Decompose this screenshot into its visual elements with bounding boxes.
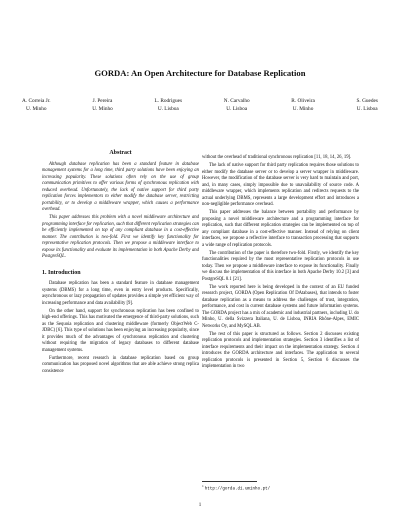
intro-paragraph: On the other hand, support for synchronous replication has been confined to high-end offerings. This has motivated the emergence of third-party solutions, such as the Sequoia replication and clustering middleware (formerly ObjectWeb C-JDBC) [6]. This type of solutions has been enjoying an increasing popularity, since it provides much of the advantages of synchronous replication and clustering without requiring the migration of legacy databases to different database management systems. [42, 308, 199, 353]
abstract [42, 150, 199, 261]
author-name: J. Pereira [92, 98, 113, 104]
author [22, 97, 51, 113]
abstract-heading: Abstract [109, 150, 132, 156]
body-paragraph: This paper addresses the balance between portability and performance by proposing a novel middleware architecture and a programming interface for replication, such that different replication strategies can be implemented on top of any compliant database in a cost-effective manner. Instead of relying on client interfaces, we propose a reflective interface to transaction processing that supports a wide range of replication protocols. [202, 210, 359, 248]
author-name: N. Carvalho [223, 98, 250, 104]
intro-paragraph: Database replication has been a standard feature in database management systems (DBMS) for a long time, even in entry level products. Specifically, asynchronous or lazy propagation of updates provides a simple yet efficient way of increasing performance and data availability [9]. [42, 281, 199, 306]
section-heading-introduction: 1. Introduction [42, 269, 81, 276]
left-column [42, 150, 199, 377]
author-affiliation: U. Minho [25, 106, 47, 112]
author-affiliation: U. Lisboa [356, 106, 378, 112]
body-paragraph: The lack of native support for third party replication requires those solutions to either modify the database server or to develop a server wrapper in middleware. However, the modification of the database server is very hard to maintain and port, and, in many cases, simply impossible due to unavailability of source code. A middleware wrapper, which implements replication and redirects requests to the actual underlying DBMS, represents a large development effort and introduces a non-negligible performance overhead. [202, 163, 359, 207]
body-paragraph: without the overhead of traditional synchronous replication [11, 18, 14, 26, 19]. [202, 155, 352, 160]
author-affiliation: U. Minho [292, 106, 314, 112]
author [356, 97, 377, 113]
page-number: 1 [198, 503, 202, 508]
footnote-url[interactable]: http://gorda.di.uminho.pt/ [204, 487, 271, 492]
author-name: L. Rodrigues [154, 98, 183, 104]
abstract-paragraph: This paper addresses this problem with a novel middleware architecture and programming interface for replication, such that different replication strategies can be efficiently implemented on top of any compliant database in a cost-effective manner. The contribution is two-fold. First we identify key functionality for representative replication protocols. Then we propose a middleware interface to expose its functionality and evaluate its implementation in both Apache Derby and PostgreSQL. [42, 215, 199, 259]
author-name: A. Correia Jr. [22, 98, 51, 104]
author [154, 97, 182, 113]
author-affiliation: U. Minho [92, 106, 113, 112]
right-column [202, 155, 359, 372]
author-list [22, 97, 378, 113]
author-affiliation: U. Lisboa [157, 106, 179, 112]
footnote-marker: 1 [202, 484, 204, 488]
paper-title: GORDA: An Open Architecture for Database Replication [94, 68, 306, 78]
author-name: S. Guedes [356, 98, 378, 104]
footnote [202, 484, 270, 491]
footnote-rule [202, 481, 257, 482]
author [92, 97, 113, 113]
author-name: R. Oliveira [291, 98, 315, 104]
author [291, 97, 315, 113]
body-paragraph: The work reported here is being developed in the context of an EU funded research project, GORDA (Open Replication Of DAtabases), that intends to foster database replication as a means to address the challenges of trust, integration, performance, and cost in current database systems and future information systems. The GORDA project has a mix of academic and industrial partners, including U. do Minho, U. della Svizzera Italiana, U. de Lisboa, INRIA Rhône-Alpes, EMIC Networks Oy, and MySQL AB. [202, 284, 359, 329]
body-paragraph: The rest of this paper is structured as follows. Section 2 discusses existing replication protocols and implementation strategies. Section 3 identifies a list of interface requirements and their impact on the implementation strategy. Section 4 introduces the GORDA architecture and interfaces. The application to several replication protocols is presented in Section 5, Section 6 discusses the implementation in two [202, 331, 359, 369]
author [224, 97, 250, 113]
author-affiliation: U. Lisboa [226, 106, 248, 112]
abstract-paragraph: Although database replication has been a standard feature in database management systems for a long time, third party solutions have been enjoying an increasing popularity. These solutions often rely on the use of group communication primitives to offer various forms of synchronous replication with reduced overhead. Unfortunately, the lack of native support for third party replication forces implementors to either modify the database server, restricting portability, or to develop a middleware wrapper, which causes a performance overhead. [42, 161, 199, 212]
body-paragraph: The contribution of the paper is therefore two-fold. Firstly, we identify the key functionalities required by the most representative replication protocols in use today. Then we propose a middleware interface to expose its functionality. Finally we discuss the implementation of this interface in both Apache Derby 10.2 [3] and PostgreSQL 8.1 [21]. [202, 250, 359, 282]
intro-paragraph: Furthermore, recent research in database replication based on group communication has proposed novel algorithms that are able achieve strong replica consistence [42, 355, 199, 374]
